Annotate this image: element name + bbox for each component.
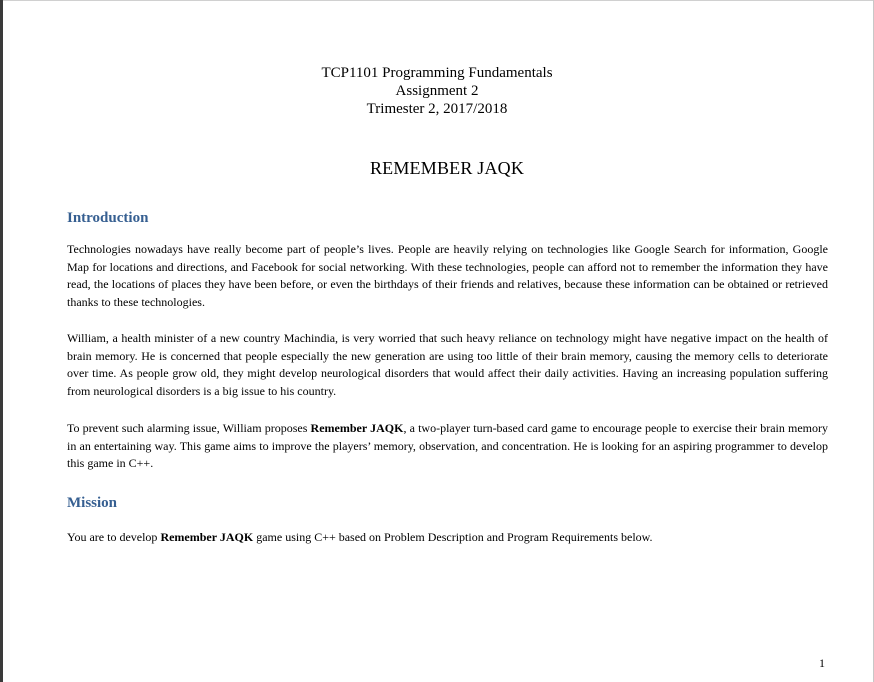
mission-text-before: You are to develop bbox=[67, 530, 161, 544]
introduction-heading: Introduction bbox=[67, 210, 149, 226]
page-number: 1 bbox=[819, 656, 825, 670]
mission-paragraph bbox=[67, 529, 828, 547]
introduction-paragraph-1: Technologies nowadays have really become part of people’s lives. People are heavily relying on technologies like Google Search for information, Google Map for locations and directions, and Facebook for social networking. With these technologies, people can afford not to remember the information they have read, the locations of places they have been before, or even the birthdays of their friends and relatives, because these information can be obtained or retrieved thanks to these technologies. bbox=[67, 242, 828, 309]
introduction-paragraph-3 bbox=[67, 420, 828, 473]
game-name-bold: Remember JAQK bbox=[310, 421, 404, 435]
course-name: TCP1101 Programming Fundamentals bbox=[321, 65, 553, 81]
document-header bbox=[0, 64, 874, 118]
mission-heading: Mission bbox=[67, 495, 118, 511]
document-title: REMEMBER JAQK bbox=[369, 158, 525, 178]
introduction-paragraph-2: William, a health minister of a new country Machindia, is very worried that such heavy reliance on technology might have negative impact on the health of brain memory. He is concerned that people especially the new generation are using too little of their brain memory, causing the memory cells to deteriorate over time. As people grow old, they might develop neurological disorders that would affect their daily activities. Having an increasing population suffering from neurological disorders is a big issue to his country. bbox=[67, 331, 828, 398]
page-top-edge bbox=[0, 0, 874, 1]
trimester: Trimester 2, 2017/2018 bbox=[366, 101, 508, 117]
paragraph-3-text-after: , a two-player turn-based card game to encourage people to exercise their brain memory in an entertaining way. This game aims to improve the players’ memory, observation, and concentration. He is looking for an aspiring programmer to develop this game in C++. bbox=[67, 421, 828, 471]
mission-game-name-bold: Remember JAQK bbox=[160, 530, 254, 544]
paragraph-3-text-before: To prevent such alarming issue, William proposes bbox=[67, 421, 311, 435]
mission-text-after: game using C++ based on Problem Description and Program Requirements below. bbox=[253, 530, 653, 544]
assignment-number: Assignment 2 bbox=[395, 83, 479, 99]
